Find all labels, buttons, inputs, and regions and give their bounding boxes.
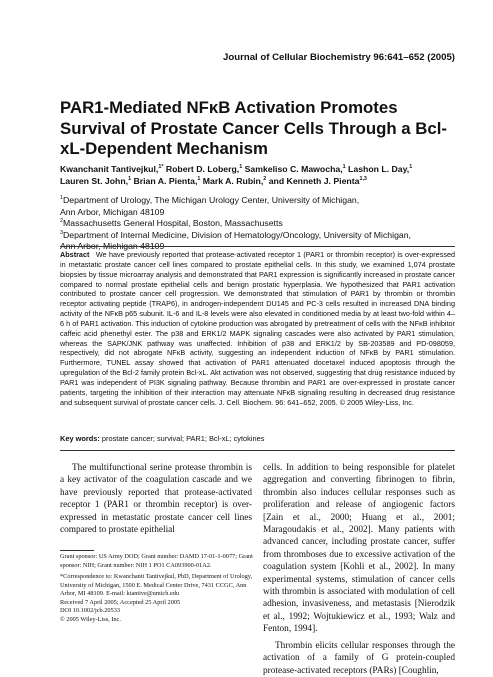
- journal-citation: Journal of Cellular Biochemistry 96:641–652 (2005): [223, 52, 455, 63]
- author-name: Mark A. Rubin,: [200, 176, 264, 186]
- author-affil-number: 2: [263, 176, 267, 183]
- author-name: Robert D. Loberg,: [163, 164, 240, 174]
- affiliation-3-city: Ann Arbor, Michigan 48109: [60, 241, 165, 252]
- affiliation-1: Department of Urology, The Michigan Urology Center, University of Michigan,: [63, 195, 360, 205]
- affil-number: 3: [60, 229, 63, 236]
- affil-number: 2: [60, 218, 63, 225]
- author-name: Kwanchanit Tantivejkul,: [60, 164, 159, 174]
- author-affil-number: 1: [158, 164, 162, 171]
- keywords-label: Key words:: [60, 434, 100, 443]
- body-paragraph: Thrombin elicits cellular responses through the activation of a family of G protein-coupled protease-activated receptors (PARs) [Coughlin,: [263, 640, 455, 676]
- author-affil-number: 1: [128, 176, 132, 183]
- author-name: Lashon L. Day,: [345, 164, 410, 174]
- article-title: PAR1-Mediated NFκB Activation Promotes Survival of Prostate Cancer Cells Through a Bcl-xL-Dependent Mechanism: [60, 98, 448, 158]
- affiliation-1-city: Ann Arbor, Michigan 48109: [60, 206, 165, 217]
- author-affil-number: 1: [239, 164, 243, 171]
- author-name: and Kenneth J. Pienta: [266, 176, 360, 186]
- author-affil-number: 1: [409, 164, 413, 171]
- author-name: Samkeliso C. Mawocha,: [242, 164, 343, 174]
- abstract-copyright: © 2005 Wiley-Liss, Inc.: [339, 397, 414, 407]
- keywords-text: prostate cancer; survival; PAR1; Bcl-xL; cytokines: [99, 434, 265, 443]
- affiliation-3: Department of Internal Medicine, Division of Hematology/Oncology, University of Michigan,: [63, 229, 411, 240]
- author-affil-number: 1: [197, 176, 201, 183]
- author-affil-number: 1: [342, 164, 346, 171]
- affil-number: 1: [60, 195, 63, 202]
- abstract-top-rule: [60, 246, 455, 247]
- corresponding-author-mark: *: [161, 164, 164, 171]
- correspondence-footnote: *Correspondence to: Kwanchanit Tantivejkul, PhD, Department of Urology, University of Michigan, 1500 E. Medical Center Drive, 7431 CCGC, Ann Arbor, MI 48109. E-mail: ktantive@umich.edu: [60, 573, 253, 597]
- footnote-rule: [60, 550, 94, 551]
- body-paragraph: cells. In addition to being responsible for platelet aggregation and converting fibrinogen to fibrin, thrombin also induces cellular responses such as proliferation and release of angiogenic factors [Zain et al., 2000; Huang et al., 2001; Maragoudakis et al., 2002]. Many patients with advanced cancer, including prostate cancer, suffer from thromboses due to excessive activation of the coagulation system [Kohli et al., 2002]. In many experimental systems, stimulation of cancer cells with thrombin is associated with modulation of cell adhesion, invasiveness, and metastasis [Nierodzik et al., 1992; Wojtukiewicz et al., 1993; Walz and Fenton, 1994].: [263, 463, 455, 635]
- affiliations: [60, 195, 470, 253]
- keywords: [60, 434, 455, 443]
- footnotes: [60, 553, 254, 624]
- grant-footnote: Grant sponsor: US Army DOD; Grant number: DAMD 17-01-1-0077; Grant sponsor: NIH; Grant number: NIH 1 PO1 CA093900-01A2.: [60, 553, 253, 569]
- footnote-copyright: © 2005 Wiley-Liss, Inc.: [60, 615, 121, 623]
- doi: DOI 10.1002/jcb.20533: [60, 607, 120, 614]
- body-column-left: [60, 462, 252, 536]
- received-date: Received 7 April 2005; Accepted 25 April 2005: [60, 598, 181, 606]
- author-affil-number: 1,3: [359, 176, 367, 183]
- author-name: Brian A. Pienta,: [131, 176, 198, 186]
- author-list: [60, 163, 470, 187]
- affiliation-2: Massachusetts General Hospital, Boston, Massachusetts: [63, 218, 283, 229]
- body-column-right: [263, 462, 455, 677]
- abstract-text: We have previously reported that protease-activated receptor 1 (PAR1 or thrombin receptor) is over-expressed in metastatic prostate cancer cell lines compared to prostate epithelial cells. In this study, we examined 1,074 prostate biopsies by tissue microarray analysis and demonstrated that PAR1 expression is significantly increased in prostate cancer compared to normal prostate epithelial cells and benign prostatic hyperplasia. We hypothesized that PAR1 activation contributed to prostate cancer cell progression. We demonstrated that stimulation of PAR1 by thrombin or thrombin receptor activating peptide (TRAP6), in androgen-independent DU145 and PC-3 cells resulted in increased DNA binding activity of the NFκB p65 subunit. IL-6 and IL-8 levels were also elevated in conditioned media by at least two-fold within 4–6 h of PAR1 activation. This induction of cytokine production was abrogated by pretreatment of cells with the NFκB inhibitor caffeic acid phenethyl ester. The p38 and ERK1/2 MAPK signaling cascades were also activated by PAR1 stimulation, whereas the SAPK/JNK pathway was unaffected. Inhibition of p38 and ERK1/2 by SB-203589 and PD-098059, respectively, did not abrogate NFκB activity, suggesting an independent induction of NFκB by PAR1 stimulation. Furthermore, TUNEL assay showed that activation of PAR1 attenuated docetaxel induced apoptosis through the upregulation of the Bcl-2 family protein Bcl-xL. Akt activation was not observed, suggesting that drug resistance induced by PAR1 was independent of PI3K signaling pathway. Because thrombin and PAR1 are over-expressed in prostate cancer patients, targeting the inhibition of their interaction may attenuate NFκB signaling resulting in decreased drug resistance and subsequent survival of prostate cancer cells. J. Cell. Biochem. 96: 641–652, 2005.: [60, 250, 456, 407]
- author-name: Lauren St. John,: [60, 176, 129, 186]
- abstract-bottom-rule: [60, 450, 455, 451]
- abstract: [60, 250, 455, 408]
- body-paragraph: The multifunctional serine protease thrombin is a key activator of the coagulation cascade and we have previously reported that protease-activated receptor 1 (PAR1 or thrombin receptor) is over-expressed in metastatic prostate cancer cell lines compared to prostate epithelial: [60, 463, 252, 536]
- abstract-label: Abstract: [60, 250, 90, 259]
